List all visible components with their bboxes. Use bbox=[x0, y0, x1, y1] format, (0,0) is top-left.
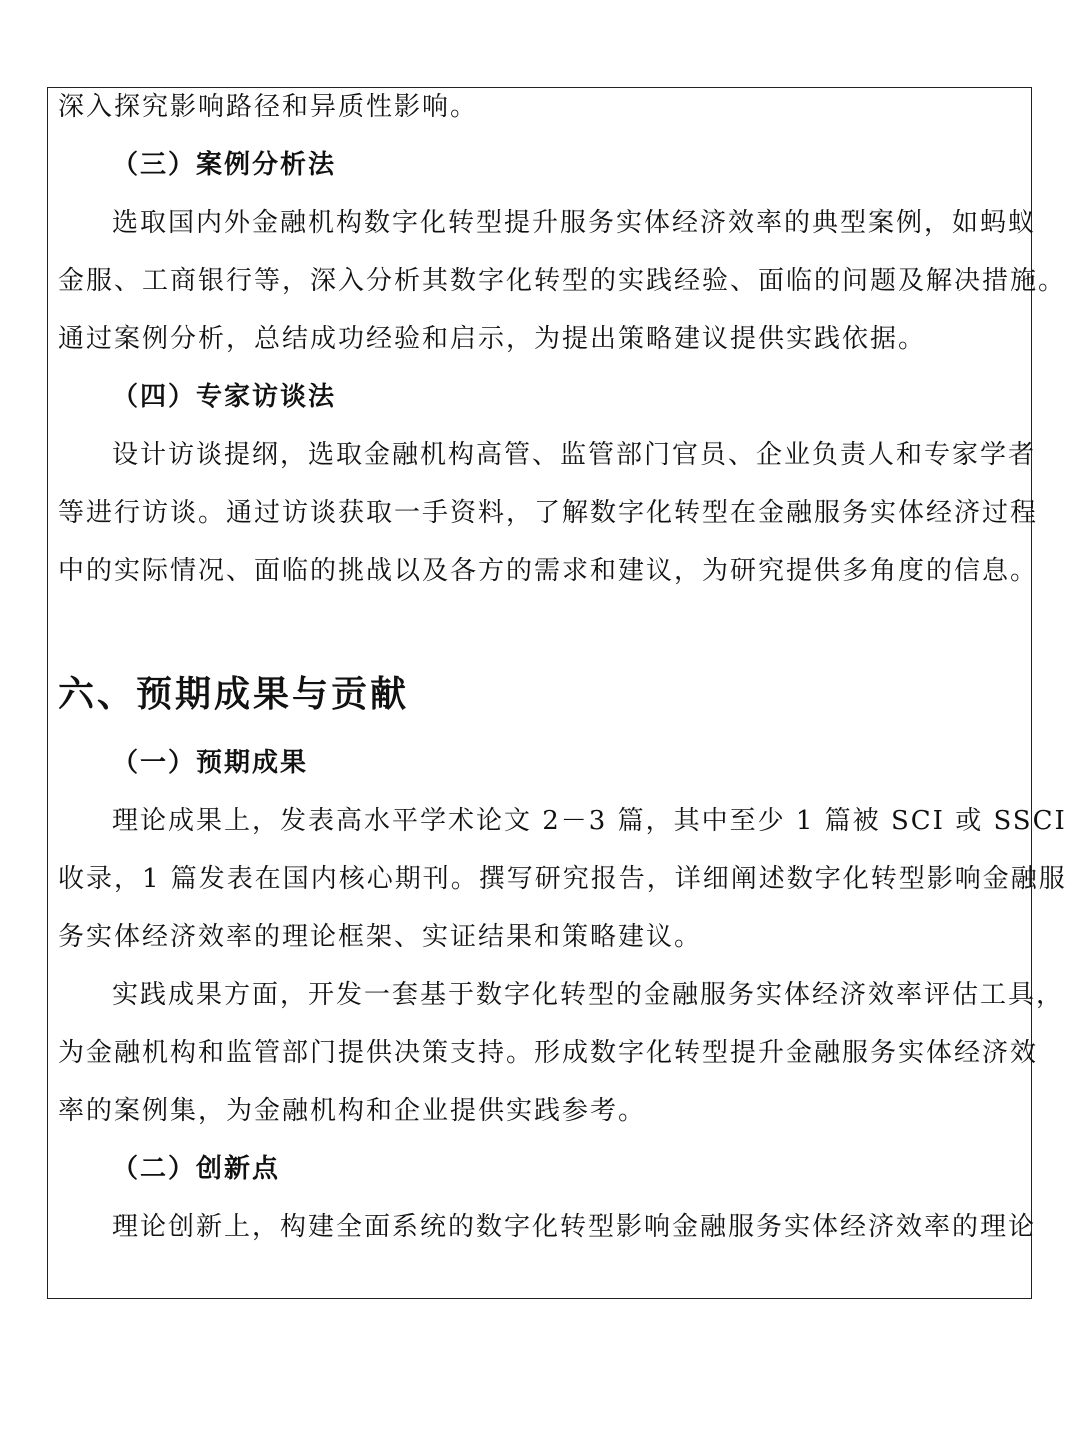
text-line: 为金融机构和监管部门提供决策支持。形成数字化转型提升金融服务实体经济效 bbox=[58, 1038, 1039, 1068]
text-line: 选取国内外金融机构数字化转型提升服务实体经济效率的典型案例，如蚂蚁 bbox=[112, 208, 1037, 238]
paragraph bbox=[58, 966, 1065, 1140]
subheading: （一）预期成果 bbox=[112, 748, 309, 778]
text-line: 务实体经济效率的理论框架、实证结果和策略建议。 bbox=[58, 922, 703, 952]
text-line: 理论成果上，发表高水平学术论文 2－3 篇，其中至少 1 篇被 SCI 或 SSCI bbox=[112, 806, 1067, 836]
text-line: 设计访谈提纲，选取金融机构高管、监管部门官员、企业负责人和专家学者 bbox=[112, 440, 1037, 470]
paragraph bbox=[58, 426, 1039, 600]
text-line: 中的实际情况、面临的挑战以及各方的需求和建议，为研究提供多角度的信息。 bbox=[58, 556, 1039, 586]
paragraph bbox=[58, 194, 1067, 368]
paragraph bbox=[58, 78, 1023, 136]
text-line: 通过案例分析，总结成功经验和启示，为提出策略建议提供实践依据。 bbox=[58, 324, 927, 354]
paragraph bbox=[58, 792, 1067, 966]
text-line: 理论创新上，构建全面系统的数字化转型影响金融服务实体经济效率的理论 bbox=[112, 1212, 1037, 1242]
paragraph bbox=[58, 1198, 1037, 1256]
subheading: （二）创新点 bbox=[112, 1154, 281, 1184]
document-frame bbox=[47, 87, 1067, 1299]
text-line: 率的案例集，为金融机构和企业提供实践参考。 bbox=[58, 1096, 647, 1126]
text-line: 等进行访谈。通过访谈获取一手资料，了解数字化转型在金融服务实体经济过程 bbox=[58, 498, 1039, 528]
subheading: （四）专家访谈法 bbox=[112, 382, 337, 412]
text-line: 收录，1 篇发表在国内核心期刊。撰写研究报告，详细阐述数字化转型影响金融服 bbox=[58, 864, 1067, 894]
text-line: 深入探究影响路径和异质性影响。 bbox=[58, 92, 479, 122]
text-line: 金服、工商银行等，深入分析其数字化转型的实践经验、面临的问题及解决措施。 bbox=[58, 266, 1067, 296]
section-heading: 六、预期成果与贡献 bbox=[58, 673, 410, 715]
text-line: 实践成果方面，开发一套基于数字化转型的金融服务实体经济效率评估工具， bbox=[112, 980, 1065, 1010]
document-body bbox=[58, 88, 1067, 1256]
subheading: （三）案例分析法 bbox=[112, 150, 337, 180]
